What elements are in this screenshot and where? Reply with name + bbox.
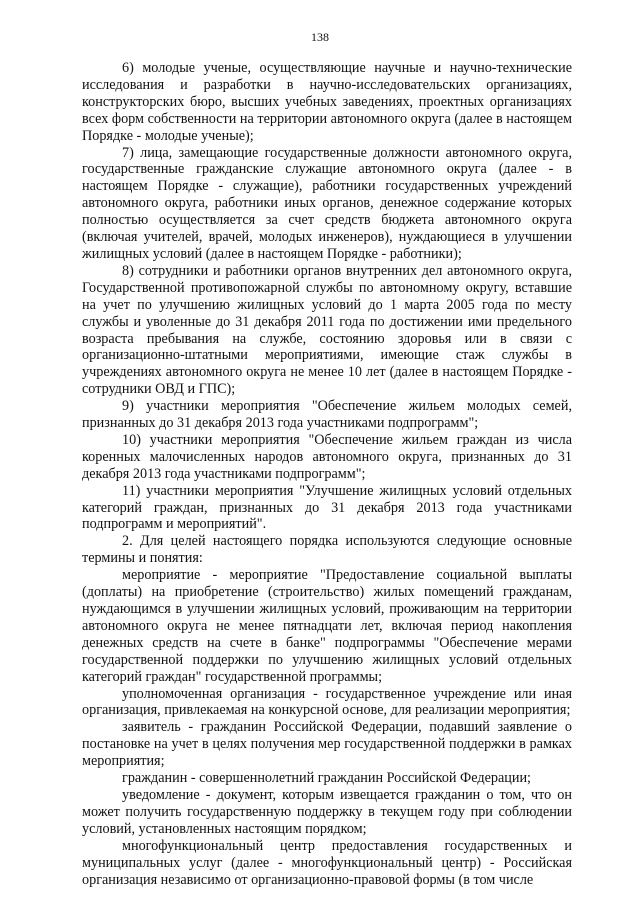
definition-authorized-organization: уполномоченная организация - государственное учреждение или иная организация, привлекаемая на конкурсной основе, для реализации мероприятия; (82, 685, 572, 719)
paragraph-item-10: 10) участники мероприятия "Обеспечение жильем граждан из числа коренных малочисленных народов автономного округа, признанных до 31 декабря 2013 года участниками подпрограмм"; (82, 431, 572, 482)
paragraph-item-9: 9) участники мероприятия "Обеспечение жильем молодых семей, признанных до 31 декабря 2013 года участниками подпрограмм"; (82, 398, 572, 432)
definition-notification: уведомление - документ, которым извещается гражданин о том, что он может получить государственную поддержку в текущем году при соблюдении условий, установленных настоящим порядком; (82, 786, 572, 837)
page-number: 138 (311, 30, 329, 44)
paragraph-item-6: 6) молодые ученые, осуществляющие научные и научно-технические исследования и разработки в научно-исследовательских организациях, конструкторских бюро, высших учебных заведениях, проектных организациях всех форм собственности на территории автономного округа (далее в настоящем Порядке - молодые ученые); (82, 60, 572, 144)
paragraph-section-2: 2. Для целей настоящего порядка используются следующие основные термины и понятия: (82, 533, 572, 567)
definition-measure: мероприятие - мероприятие "Предоставление социальной выплаты (доплаты) на приобретение (строительство) жилых помещений гражданам, нуждающимся в улучшении жилищных условий, проживающим на территории автономного округа не менее пятнадцати лет, включая период накопления денежных средств на счете в банке" подпрограммы "Обеспечение мерами государственной поддержки по улучшению жилищных условий отдельных категорий граждан" государственной программы; (82, 567, 572, 685)
paragraph-item-8: 8) сотрудники и работники органов внутренних дел автономного округа, Государственной противопожарной службы по автономному округу, вставшие на учет по улучшению жилищных условий до 1 марта 2005 года по месту службы и уволенные до 31 декабря 2011 года по достижении ими предельного возраста пребывания на службе, состоянию здоровья или в связи с организационно-штатными мероприятиями, имеющие стаж службы в учреждениях автономного округа не менее 10 лет (далее в настоящем Порядке - сотрудники ОВД и ГПС); (82, 262, 572, 398)
paragraph-item-11: 11) участники мероприятия "Улучшение жилищных условий отдельных категорий граждан, признанных до 31 декабря 2013 года участниками подпрограмм и мероприятий". (82, 482, 572, 533)
paragraph-item-7: 7) лица, замещающие государственные должности автономного округа, государственные гражданские служащие автономного округа (далее - в настоящем Порядке - служащие), работники государственных учреждений автономного округа, работники иных органов, денежное содержание которых полностью осуществляется за счет средств бюджета автономного округа (включая учителей, врачей, молодых инженеров), нуждающиеся в улучшении жилищных условий (далее в настоящем Порядке - работники); (82, 144, 572, 262)
definition-multifunctional-center: многофункциональный центр предоставления государственных и муниципальных услуг (далее - многофункциональный центр) - Российская организация независимо от организационно-правовой формы (в том числе (82, 837, 572, 888)
definition-applicant: заявитель - гражданин Российской Федерации, подавший заявление о постановке на учет в целях получения мер государственной поддержки в рамках мероприятия; (82, 719, 572, 770)
definition-citizen: гражданин - совершеннолетний гражданин Российской Федерации; (122, 770, 531, 787)
